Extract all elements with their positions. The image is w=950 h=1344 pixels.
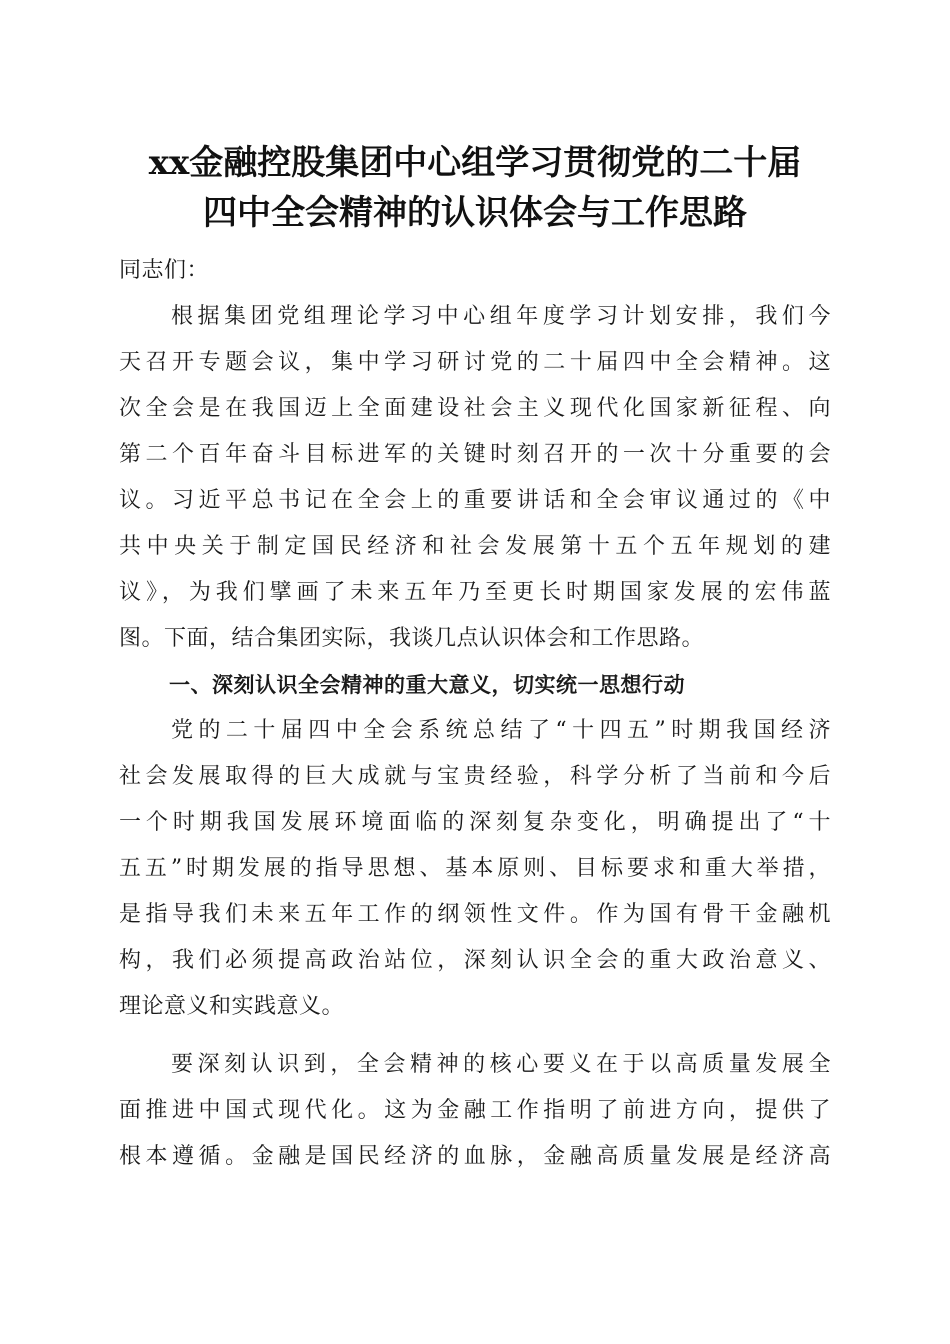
paragraph-spacer xyxy=(119,1030,831,1042)
paragraph-line: 根据集团党组理论学习中心组年度学习计划安排，我们今 xyxy=(171,304,831,329)
paragraph-line: 一个时期我国发展环境面临的深刻复杂变化，明确提出了“十 xyxy=(119,810,831,835)
paragraph-line: 共中央关于制定国民经济和社会发展第十五个五年规划的建 xyxy=(119,534,831,559)
paragraph-line: 构，我们必须提高政治站位，深刻认识全会的重大政治意义、 xyxy=(119,948,831,973)
paragraph-line: 天召开专题会议，集中学习研讨党的二十届四中全会精神。这 xyxy=(119,350,831,375)
paragraph-line: 根本遵循。金融是国民经济的血脉，金融高质量发展是经济高 xyxy=(119,1144,831,1169)
title-line-2: 四中全会精神的认识体会与工作思路 xyxy=(203,193,747,233)
paragraph-2 xyxy=(119,708,831,1030)
paragraph-line: 社会发展取得的巨大成就与宝贵经验，科学分析了当前和今后 xyxy=(119,764,831,789)
paragraph-line: 次全会是在我国迈上全面建设社会主义现代化国家新征程、向 xyxy=(119,396,831,421)
section-heading-1: 一、深刻认识全会精神的重大意义，切实统一思想行动 xyxy=(169,673,685,697)
paragraph-line: 要深刻认识到，全会精神的核心要义在于以高质量发展全 xyxy=(171,1052,831,1077)
paragraph-line: 理论意义和实践意义。 xyxy=(119,994,345,1019)
paragraph-line: 议》，为我们擘画了未来五年乃至更长时期国家发展的宏伟蓝 xyxy=(119,580,831,605)
salutation: 同志们： xyxy=(119,258,210,283)
paragraph-line: 图。下面，结合集团实际，我谈几点认识体会和工作思路。 xyxy=(119,626,705,651)
document-body xyxy=(119,248,831,1180)
paragraph-line: 面推进中国式现代化。这为金融工作指明了前进方向，提供了 xyxy=(119,1098,831,1123)
paragraph-3 xyxy=(119,1042,831,1180)
title-line-1: xx金融控股集团中心组学习贯彻党的二十届 xyxy=(148,143,802,183)
paragraph-line: 议。习近平总书记在全会上的重要讲话和全会审议通过的《中 xyxy=(119,488,831,513)
document-title xyxy=(100,138,850,238)
paragraph-line: 五五”时期发展的指导思想、基本原则、目标要求和重大举措， xyxy=(119,856,831,881)
paragraph-line: 是指导我们未来五年工作的纲领性文件。作为国有骨干金融机 xyxy=(119,902,831,927)
paragraph-1 xyxy=(119,294,831,662)
paragraph-line: 第二个百年奋斗目标进军的关键时刻召开的一次十分重要的会 xyxy=(119,442,831,467)
paragraph-line: 党的二十届四中全会系统总结了“十四五”时期我国经济 xyxy=(171,718,831,743)
